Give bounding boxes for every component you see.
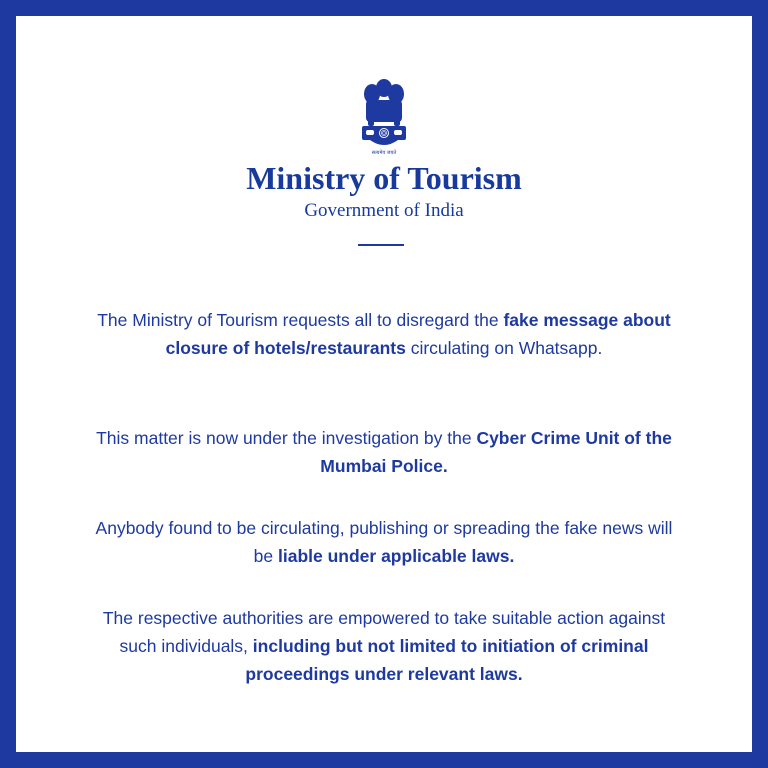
paragraph-liability [90,514,678,570]
paragraph-emphasis: fake message about closure of hotels/restaurants [165,310,671,358]
paragraph-emphasis: including but not limited to initiation of criminal proceedings under relevant laws. [245,636,649,684]
emblem-motto: सत्यमेव जयते [371,150,397,156]
national-emblem-icon [356,76,412,156]
page-title: Ministry of Tourism [246,160,522,196]
paragraph-text: This matter is now under the investigation by the [96,428,477,448]
paragraph-emphasis: liable under applicable laws. [278,546,515,566]
divider [358,244,404,246]
paragraph-authorities-action [90,604,678,688]
paragraph-investigation [90,424,678,480]
paragraph-text: circulating on Whatsapp. [405,338,603,358]
paragraph-emphasis: Cyber Crime Unit of the Mumbai Police. [320,428,672,476]
paragraph-text: The respective authorities are empowered to take suitable action against such individuals, [102,608,666,656]
paragraph-text: Anybody found to be circulating, publishing or spreading the fake news will be [95,518,673,566]
paragraph-disregard-fake-message [90,306,678,362]
paragraph-text: The Ministry of Tourism requests all to disregard the [97,310,504,330]
page-subtitle: Government of India [304,200,464,221]
